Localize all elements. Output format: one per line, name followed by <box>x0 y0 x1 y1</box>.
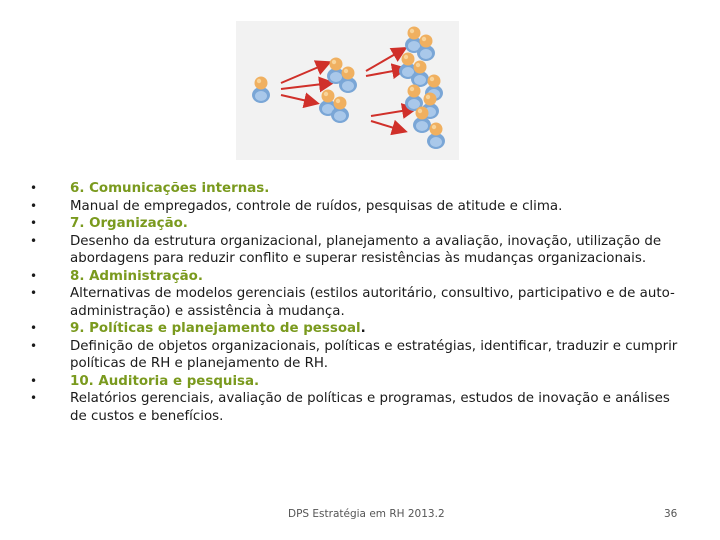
list-item: • Alternativas de modelos gerenciais (estilos autoritário, consultivo, participativo e de auto- administração) e assistência à mudança. <box>30 286 675 319</box>
bullet-icon: • <box>30 321 38 335</box>
bullet-icon: • <box>30 216 38 230</box>
list-item: • Desenho da estrutura organizacional, planejamento a avaliação, inovação, utilização de abordagens para reduzir conflito e superar resistências às mudanças organizacionais. <box>30 233 662 266</box>
list-item: • 8. Administração. <box>30 268 203 284</box>
list-item: • Relatórios gerenciais, avaliação de políticas e programas, estudos de inovação e análises de custos e benefícios. <box>30 391 670 424</box>
bullet-icon: • <box>30 286 38 300</box>
bullet-icon: • <box>30 181 38 195</box>
bullet-icon: • <box>30 233 38 248</box>
list-item: • 10. Auditoria e pesquisa. <box>30 373 260 389</box>
bullet-icon: • <box>30 268 38 283</box>
list-item: • 7. Organização. <box>30 216 188 231</box>
people-network-icon <box>236 21 459 160</box>
page-number: 36 <box>664 508 678 520</box>
bullet-icon: • <box>30 198 38 213</box>
list-item: • 9. Políticas e planejamento de pessoal. <box>30 321 366 336</box>
footer-course-label: DPS Estratégia em RH 2013.2 <box>288 508 445 520</box>
list-item: • 6. Comunicações internas. <box>30 181 270 196</box>
bullet-icon: • <box>30 373 38 388</box>
list-item: • Definição de objetos organizacionais, políticas e estratégias, identificar, traduzir e cumprir políticas de RH e planejamento de RH. <box>30 338 678 371</box>
people-network-illustration <box>236 21 459 160</box>
topic-list <box>28 180 678 425</box>
bullet-icon: • <box>30 391 38 405</box>
bullet-icon: • <box>30 338 38 353</box>
list-item: • Manual de empregados, controle de ruídos, pesquisas de atitude e clima. <box>30 198 563 214</box>
